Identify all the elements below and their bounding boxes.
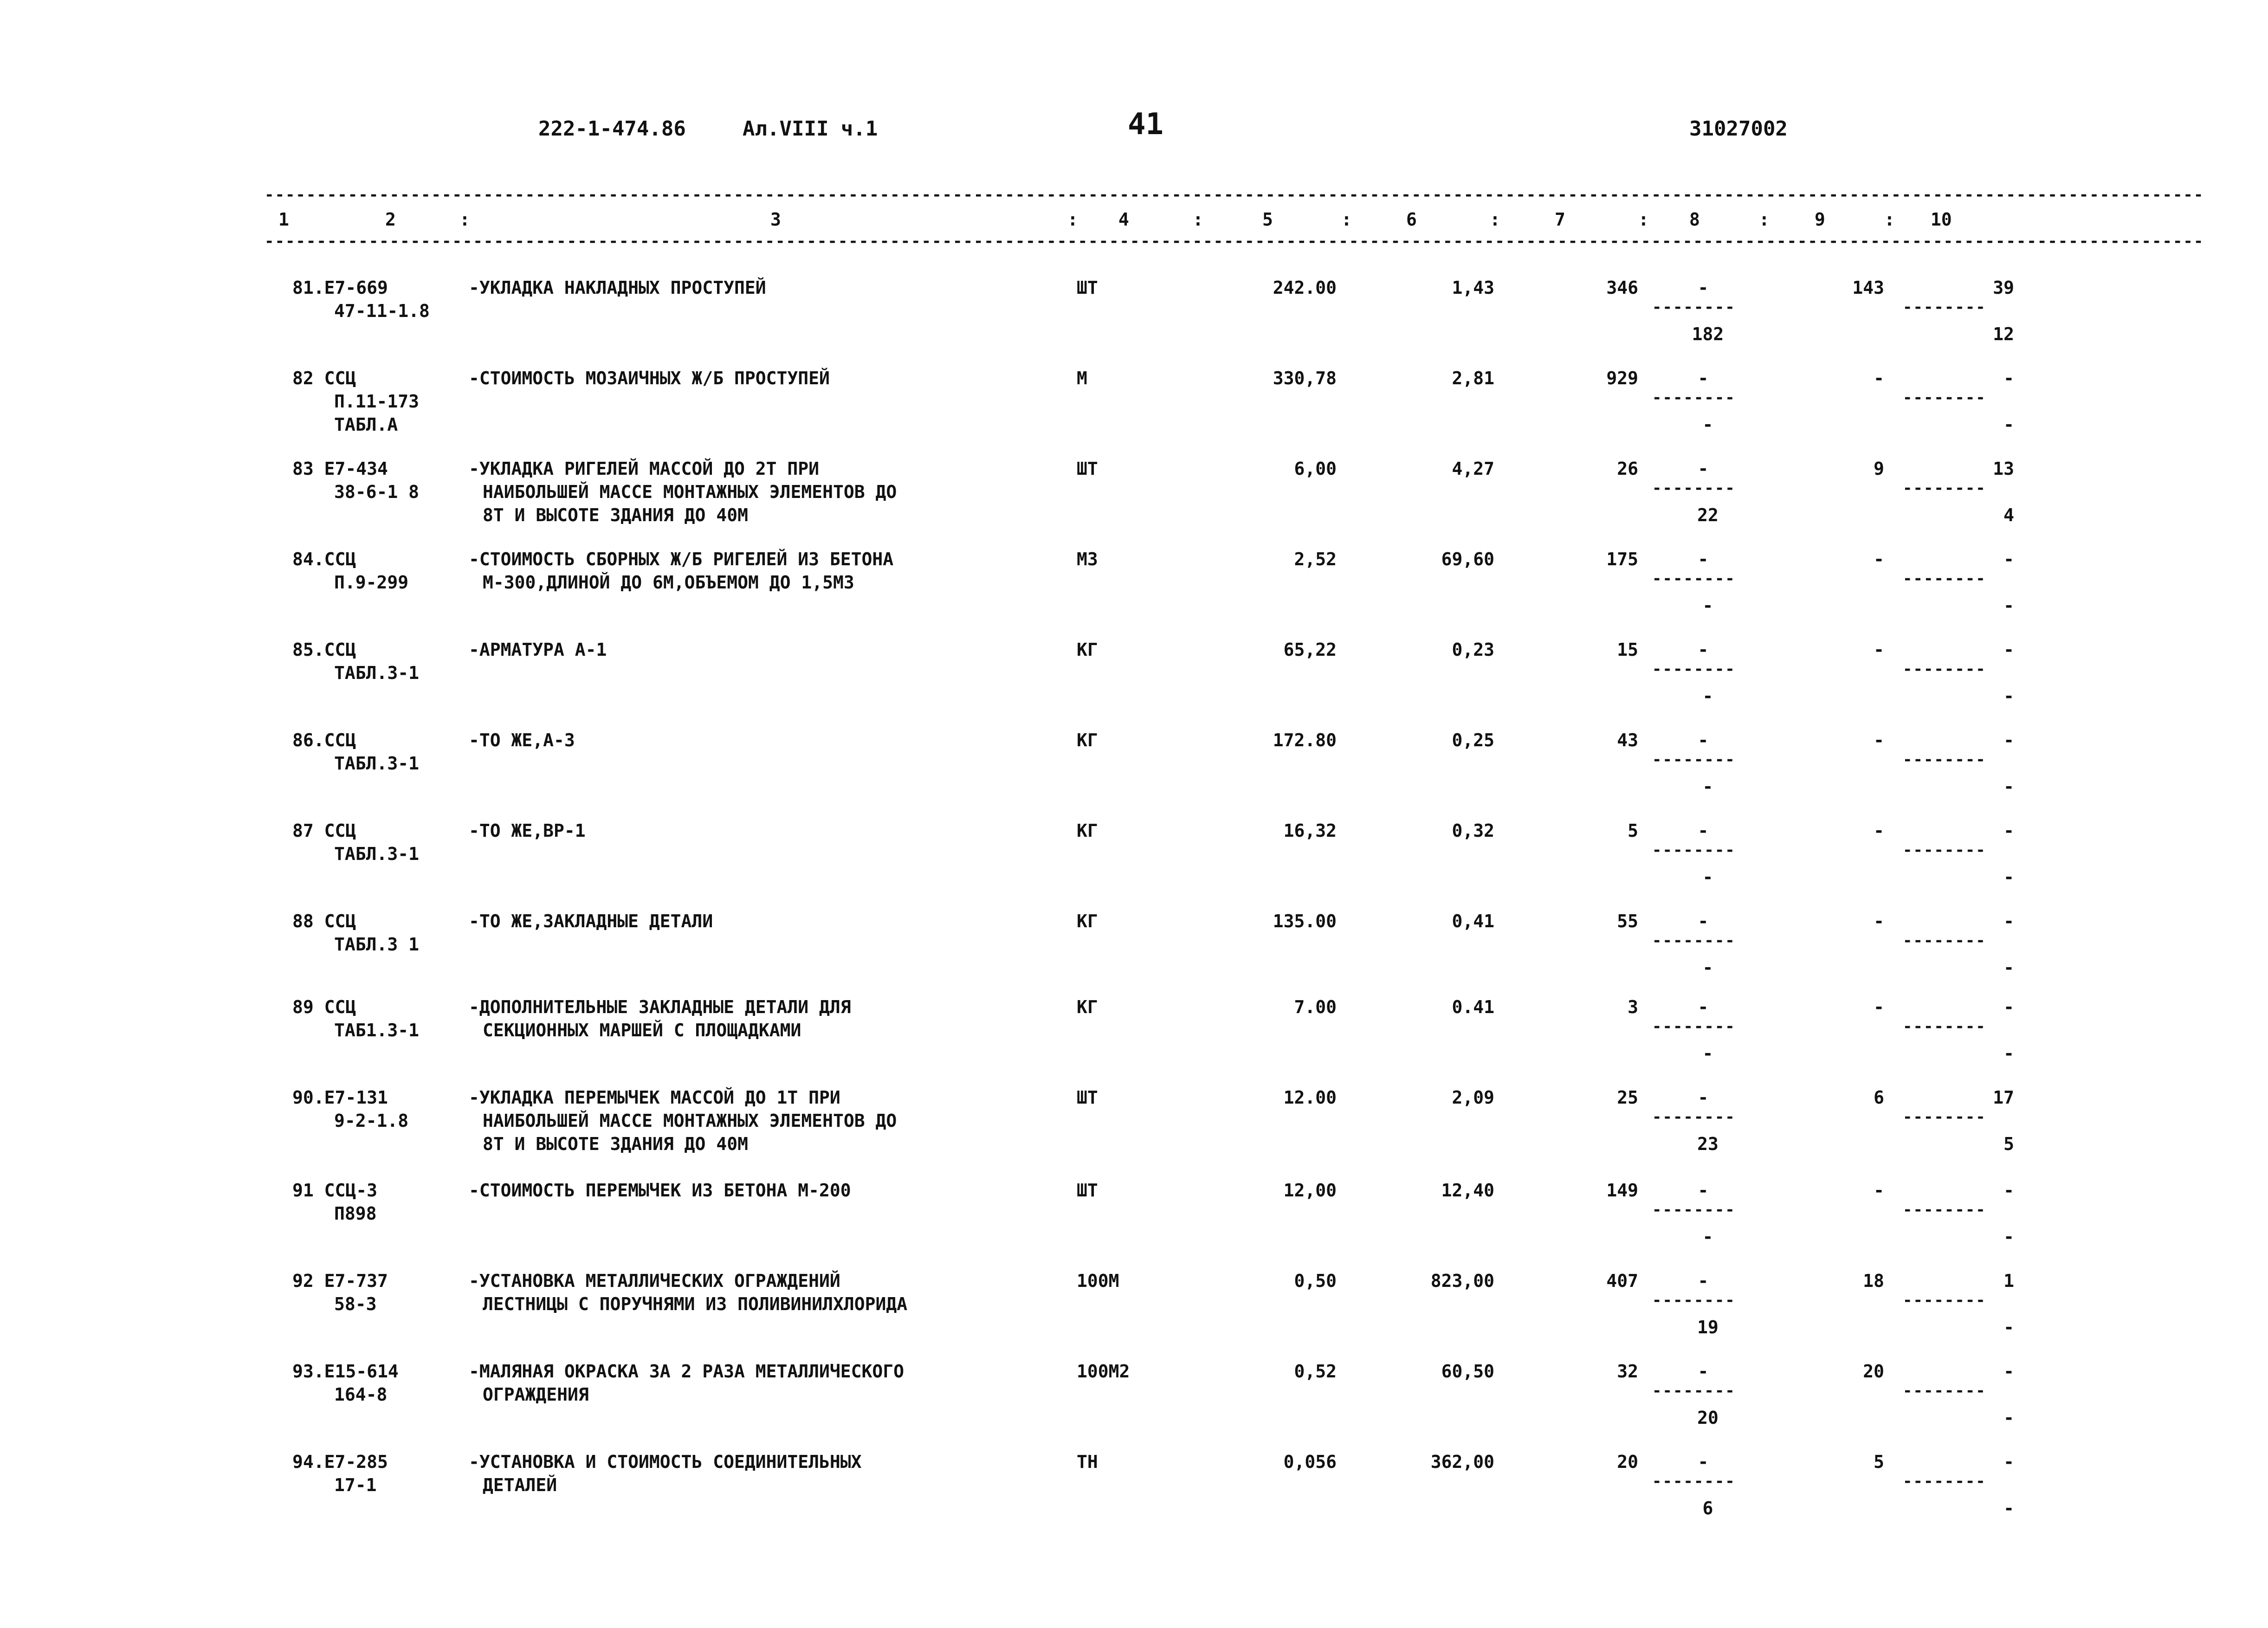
row-total: 15 <box>1617 640 1638 660</box>
row-fraction-rule: -------- <box>1903 1291 1986 1310</box>
row-materials-top: - <box>2003 911 2014 931</box>
row-unit-price: 2,81 <box>1452 368 1494 388</box>
row-description: -УКЛАДКА НАКЛАДНЫХ ПРОСТУПЕЙ <box>469 278 766 298</box>
row-materials-bottom: - <box>2003 414 2014 435</box>
row-unit-price: 0,25 <box>1452 730 1494 750</box>
row-unit-price: 1,43 <box>1452 278 1494 298</box>
row-unit-price: 4,27 <box>1452 459 1494 479</box>
row-materials-top: - <box>2003 368 2014 388</box>
row-code-reference: 164-8 <box>334 1384 388 1405</box>
column-separator: : <box>1490 209 1500 230</box>
row-materials-bottom: - <box>2003 867 2014 887</box>
row-description-line2: М-300,ДЛИНОЙ ДО 6М,ОБЪЕМОМ ДО 1,5М3 <box>483 572 854 593</box>
row-total: 55 <box>1617 911 1638 931</box>
row-unit: ШТ <box>1077 1087 1098 1108</box>
row-code: 90.Е7-131 <box>292 1087 388 1108</box>
row-total: 346 <box>1606 278 1638 298</box>
row-description: -УСТАНОВКА И СТОИМОСТЬ СОЕДИНИТЕЛЬНЫХ <box>469 1452 862 1472</box>
row-wages-top: - <box>1698 1180 1709 1201</box>
column-number-9: 9 <box>1815 209 1825 230</box>
row-wages-bottom: - <box>1702 686 1713 706</box>
row-materials-bottom: - <box>2003 1227 2014 1247</box>
row-materials-top: - <box>2003 1452 2014 1472</box>
album-reference: Ал.VIII ч.1 <box>743 117 878 141</box>
row-fraction-rule: -------- <box>1652 388 1736 407</box>
row-description-line3: 8Т И ВЫСОТЕ ЗДАНИЯ ДО 40М <box>483 505 748 525</box>
row-materials-bottom: - <box>2003 1043 2014 1064</box>
row-code-reference: 47-11-1.8 <box>334 301 430 321</box>
row-fraction-rule: -------- <box>1652 841 1736 859</box>
column-number-4: 4 <box>1118 209 1129 230</box>
row-quantity: 12.00 <box>1283 1087 1337 1108</box>
row-machines: - <box>1874 820 1884 841</box>
row-materials-bottom: - <box>2003 1408 2014 1428</box>
row-wages-top: - <box>1698 1361 1709 1382</box>
column-number-2: 2 <box>385 209 396 230</box>
column-number-1: 1 <box>278 209 289 230</box>
row-fraction-rule: -------- <box>1903 1017 1986 1036</box>
column-number-8: 8 <box>1689 209 1700 230</box>
row-code-reference: ТАБЛ.3-1 <box>334 753 420 774</box>
row-unit-price: 12,40 <box>1441 1180 1494 1201</box>
column-number-3: 3 <box>770 209 781 230</box>
row-unit-price: 0.41 <box>1452 997 1494 1017</box>
row-quantity: 2,52 <box>1294 549 1337 569</box>
row-materials-bottom: - <box>2003 776 2014 797</box>
row-code-reference: ТАБЛ.3-1 <box>334 844 420 864</box>
row-wages-top: - <box>1698 278 1709 298</box>
row-code-reference: 17-1 <box>334 1475 377 1495</box>
row-total: 929 <box>1606 368 1638 388</box>
row-machines: 6 <box>1874 1087 1884 1108</box>
row-machines: - <box>1874 997 1884 1017</box>
row-fraction-rule: -------- <box>1652 298 1736 317</box>
row-quantity: 0,50 <box>1294 1271 1337 1291</box>
row-wages-bottom: - <box>1702 414 1713 435</box>
row-code-reference: 58-3 <box>334 1294 377 1314</box>
row-wages-bottom: 23 <box>1697 1134 1719 1154</box>
row-wages-bottom: - <box>1702 867 1713 887</box>
row-machines: 20 <box>1863 1361 1884 1382</box>
row-description-line2: НАИБОЛЬШЕЙ МАССЕ МОНТАЖНЫХ ЭЛЕМЕНТОВ ДО <box>483 1111 897 1131</box>
row-code: 85.ССЦ <box>292 640 356 660</box>
row-materials-top: - <box>2003 549 2014 569</box>
row-code-reference: ТАБ1.3-1 <box>334 1020 420 1040</box>
row-description: -ТО ЖЕ,А-3 <box>469 730 575 750</box>
page-number: 41 <box>1128 107 1164 142</box>
row-quantity: 65,22 <box>1283 640 1337 660</box>
row-fraction-rule: -------- <box>1652 1291 1736 1310</box>
row-quantity: 172.80 <box>1273 730 1337 750</box>
row-wages-top: - <box>1698 820 1709 841</box>
row-code-reference: П.9-299 <box>334 572 409 593</box>
row-wages-top: - <box>1698 368 1709 388</box>
row-unit: ШТ <box>1077 1180 1098 1201</box>
row-unit: ШТ <box>1077 278 1098 298</box>
row-wages-top: - <box>1698 549 1709 569</box>
row-total: 5 <box>1628 820 1638 841</box>
row-unit: М3 <box>1077 549 1098 569</box>
row-wages-top: - <box>1698 1452 1709 1472</box>
row-fraction-rule: -------- <box>1652 1472 1736 1491</box>
row-materials-top: - <box>2003 820 2014 841</box>
row-quantity: 242.00 <box>1273 278 1337 298</box>
row-total: 25 <box>1617 1087 1638 1108</box>
row-total: 43 <box>1617 730 1638 750</box>
row-fraction-rule: -------- <box>1903 931 1986 950</box>
row-description: -СТОИМОСТЬ ПЕРЕМЫЧЕК ИЗ БЕТОНА М-200 <box>469 1180 851 1201</box>
row-description: -СТОИМОСТЬ МОЗАИЧНЫХ Ж/Б ПРОСТУПЕЙ <box>469 368 830 388</box>
column-separator: : <box>1067 209 1078 230</box>
row-machines: - <box>1874 1180 1884 1201</box>
row-unit-price: 362,00 <box>1430 1452 1494 1472</box>
row-code: 86.ССЦ <box>292 730 356 750</box>
inventory-number: 31027002 <box>1689 117 1788 141</box>
row-code: 93.Е15-614 <box>292 1361 399 1382</box>
row-fraction-rule: -------- <box>1903 841 1986 859</box>
row-code-reference: ТАБЛ.3-1 <box>334 663 420 683</box>
row-unit: КГ <box>1077 730 1098 750</box>
row-fraction-rule: -------- <box>1652 569 1736 588</box>
row-materials-top: - <box>2003 1180 2014 1201</box>
row-materials-top: - <box>2003 640 2014 660</box>
row-materials-top: 17 <box>1993 1087 2014 1108</box>
row-code: 89 ССЦ <box>292 997 356 1017</box>
row-unit-price: 69,60 <box>1441 549 1494 569</box>
row-description: -СТОИМОСТЬ СБОРНЫХ Ж/Б РИГЕЛЕЙ ИЗ БЕТОНА <box>469 549 894 569</box>
row-materials-bottom: 12 <box>1993 324 2014 344</box>
row-materials-top: 13 <box>1993 459 2014 479</box>
row-total: 3 <box>1628 997 1638 1017</box>
row-code: 88 ССЦ <box>292 911 356 931</box>
row-fraction-rule: -------- <box>1652 1017 1736 1036</box>
row-total: 175 <box>1606 549 1638 569</box>
row-code: 92 Е7-737 <box>292 1271 388 1291</box>
column-separator: : <box>459 209 470 230</box>
row-unit-price: 823,00 <box>1430 1271 1494 1291</box>
row-fraction-rule: -------- <box>1903 298 1986 317</box>
row-code: 87 ССЦ <box>292 820 356 841</box>
row-fraction-rule: -------- <box>1652 1201 1736 1219</box>
column-separator: : <box>1759 209 1770 230</box>
row-materials-bottom: 4 <box>2003 505 2014 525</box>
row-wages-bottom: 19 <box>1697 1317 1719 1337</box>
row-materials-top: 1 <box>2003 1271 2014 1291</box>
row-wages-bottom: - <box>1702 1227 1713 1247</box>
row-description: -УСТАНОВКА МЕТАЛЛИЧЕСКИХ ОГРАЖДЕНИЙ <box>469 1271 840 1291</box>
row-machines: - <box>1874 730 1884 750</box>
row-total: 32 <box>1617 1361 1638 1382</box>
row-description: -ДОПОЛНИТЕЛЬНЫЕ ЗАКЛАДНЫЕ ДЕТАЛИ ДЛЯ <box>469 997 851 1017</box>
row-materials-bottom: - <box>2003 1317 2014 1337</box>
row-fraction-rule: -------- <box>1652 660 1736 678</box>
column-separator: : <box>1193 209 1203 230</box>
row-total: 149 <box>1606 1180 1638 1201</box>
row-wages-top: - <box>1698 640 1709 660</box>
column-separator: : <box>1341 209 1352 230</box>
row-materials-top: - <box>2003 1361 2014 1382</box>
row-quantity: 12,00 <box>1283 1180 1337 1201</box>
row-description-line2: ОГРАЖДЕНИЯ <box>483 1384 589 1405</box>
row-description: -ТО ЖЕ,ВР-1 <box>469 820 586 841</box>
row-quantity: 6,00 <box>1294 459 1337 479</box>
row-code-reference: 9-2-1.8 <box>334 1111 409 1131</box>
row-code-reference: ТАБЛ.3 1 <box>334 934 420 955</box>
row-quantity: 16,32 <box>1283 820 1337 841</box>
row-machines: 143 <box>1852 278 1884 298</box>
header-rule-top: ------------------------------------------------------------------------------------------------------------------------------------------------------------------------------------------ <box>265 186 2204 204</box>
row-unit: КГ <box>1077 997 1098 1017</box>
row-unit: КГ <box>1077 911 1098 931</box>
row-code: 91 ССЦ-3 <box>292 1180 378 1201</box>
row-materials-top: - <box>2003 997 2014 1017</box>
row-wages-top: - <box>1698 1087 1709 1108</box>
row-unit-price: 2,09 <box>1452 1087 1494 1108</box>
row-wages-bottom: 22 <box>1697 505 1719 525</box>
row-unit: ШТ <box>1077 459 1098 479</box>
row-materials-bottom: - <box>2003 595 2014 616</box>
row-description: -ТО ЖЕ,ЗАКЛАДНЫЕ ДЕТАЛИ <box>469 911 713 931</box>
row-fraction-rule: -------- <box>1903 1472 1986 1491</box>
row-quantity: 330,78 <box>1273 368 1337 388</box>
row-wages-top: - <box>1698 911 1709 931</box>
row-total: 26 <box>1617 459 1638 479</box>
row-description: -УКЛАДКА ПЕРЕМЫЧЕК МАССОЙ ДО 1Т ПРИ <box>469 1087 840 1108</box>
row-machines: - <box>1874 549 1884 569</box>
row-machines: - <box>1874 640 1884 660</box>
row-fraction-rule: -------- <box>1903 479 1986 497</box>
row-materials-bottom: - <box>2003 686 2014 706</box>
row-unit-price: 0,32 <box>1452 820 1494 841</box>
row-fraction-rule: -------- <box>1652 931 1736 950</box>
row-description: -АРМАТУРА А-1 <box>469 640 607 660</box>
row-fraction-rule: -------- <box>1903 750 1986 769</box>
row-materials-bottom: - <box>2003 957 2014 978</box>
row-description-line2: ДЕТАЛЕЙ <box>483 1475 557 1495</box>
row-unit-price: 0,23 <box>1452 640 1494 660</box>
column-number-6: 6 <box>1406 209 1417 230</box>
row-unit-price: 60,50 <box>1441 1361 1494 1382</box>
column-number-10: 10 <box>1931 209 1952 230</box>
row-description-line3: 8Т И ВЫСОТЕ ЗДАНИЯ ДО 40М <box>483 1134 748 1154</box>
row-unit: 100М2 <box>1077 1361 1130 1382</box>
row-code-table: ТАБЛ.А <box>334 414 398 435</box>
row-description-line2: ЛЕСТНИЦЫ С ПОРУЧНЯМИ ИЗ ПОЛИВИНИЛХЛОРИДА <box>483 1294 908 1314</box>
row-materials-top: 39 <box>1993 278 2014 298</box>
row-machines: - <box>1874 911 1884 931</box>
row-machines: 5 <box>1874 1452 1884 1472</box>
row-machines: 9 <box>1874 459 1884 479</box>
row-unit: ТН <box>1077 1452 1098 1472</box>
row-fraction-rule: -------- <box>1903 388 1986 407</box>
row-code: 81.Е7-669 <box>292 278 388 298</box>
row-materials-bottom: 5 <box>2003 1134 2014 1154</box>
column-number-5: 5 <box>1262 209 1273 230</box>
row-quantity: 135.00 <box>1273 911 1337 931</box>
row-wages-bottom: - <box>1702 1043 1713 1064</box>
row-description-line2: СЕКЦИОННЫХ МАРШЕЙ С ПЛОЩАДКАМИ <box>483 1020 801 1040</box>
row-unit: 100М <box>1077 1271 1119 1291</box>
row-wages-bottom: - <box>1702 776 1713 797</box>
row-code-reference: 38-6-1 8 <box>334 482 420 502</box>
row-wages-top: - <box>1698 730 1709 750</box>
row-unit: М <box>1077 368 1087 388</box>
row-fraction-rule: -------- <box>1652 750 1736 769</box>
column-separator: : <box>1884 209 1895 230</box>
row-unit-price: 0,41 <box>1452 911 1494 931</box>
row-unit: КГ <box>1077 820 1098 841</box>
row-machines: - <box>1874 368 1884 388</box>
row-code: 94.Е7-285 <box>292 1452 388 1472</box>
row-code: 84.ССЦ <box>292 549 356 569</box>
document-code: 222-1-474.86 <box>538 117 686 141</box>
row-fraction-rule: -------- <box>1903 1382 1986 1400</box>
row-quantity: 0,056 <box>1283 1452 1337 1472</box>
row-wages-bottom: 182 <box>1692 324 1724 344</box>
row-quantity: 7.00 <box>1294 997 1337 1017</box>
row-description: -УКЛАДКА РИГЕЛЕЙ МАССОЙ ДО 2Т ПРИ <box>469 459 819 479</box>
column-separator: : <box>1638 209 1649 230</box>
row-wages-bottom: 20 <box>1697 1408 1719 1428</box>
row-code: 83 Е7-434 <box>292 459 388 479</box>
row-unit: КГ <box>1077 640 1098 660</box>
row-wages-bottom: - <box>1702 595 1713 616</box>
row-fraction-rule: -------- <box>1903 660 1986 678</box>
row-fraction-rule: -------- <box>1652 1108 1736 1126</box>
row-wages-top: - <box>1698 459 1709 479</box>
row-fraction-rule: -------- <box>1652 479 1736 497</box>
row-description: -МАЛЯНАЯ ОКРАСКА ЗА 2 РАЗА МЕТАЛЛИЧЕСКОГО <box>469 1361 904 1382</box>
row-wages-bottom: 6 <box>1702 1498 1713 1518</box>
row-materials-bottom: - <box>2003 1498 2014 1518</box>
row-materials-top: - <box>2003 730 2014 750</box>
row-fraction-rule: -------- <box>1652 1382 1736 1400</box>
row-code-reference: П898 <box>334 1203 377 1224</box>
row-fraction-rule: -------- <box>1903 569 1986 588</box>
row-wages-top: - <box>1698 997 1709 1017</box>
column-number-7: 7 <box>1555 209 1565 230</box>
row-wages-bottom: - <box>1702 957 1713 978</box>
row-code: 82 ССЦ <box>292 368 356 388</box>
row-description-line2: НАИБОЛЬШЕЙ МАССЕ МОНТАЖНЫХ ЭЛЕМЕНТОВ ДО <box>483 482 897 502</box>
row-fraction-rule: -------- <box>1903 1201 1986 1219</box>
row-total: 20 <box>1617 1452 1638 1472</box>
row-quantity: 0,52 <box>1294 1361 1337 1382</box>
row-wages-top: - <box>1698 1271 1709 1291</box>
header-rule-bottom: ------------------------------------------------------------------------------------------------------------------------------------------------------------------------------------------ <box>265 232 2204 251</box>
row-total: 407 <box>1606 1271 1638 1291</box>
row-fraction-rule: -------- <box>1903 1108 1986 1126</box>
row-code-reference: П.11-173 <box>334 391 420 412</box>
row-machines: 18 <box>1863 1271 1884 1291</box>
